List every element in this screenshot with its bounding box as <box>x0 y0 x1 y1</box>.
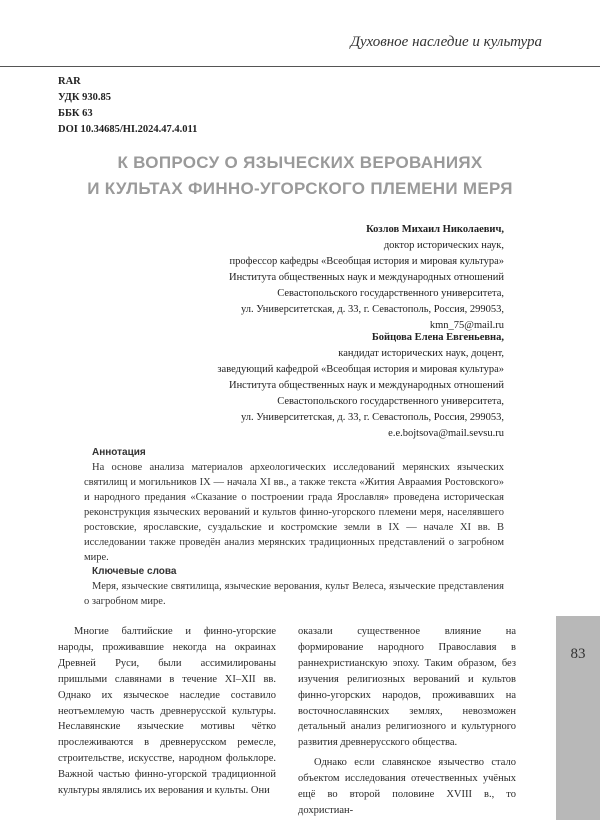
article-title <box>58 150 542 202</box>
author-email: kmn_75@mail.ru <box>429 320 504 331</box>
author-affiliation-line: ул. Университетская, д. 33, г. Севастополь, Россия, 299053, <box>240 304 504 315</box>
header-rule <box>0 66 600 67</box>
doi-code: DOI 10.34685/HI.2024.47.4.011 <box>58 124 198 135</box>
title-line-2: И КУЛЬТАХ ФИННО-УГОРСКОГО ПЛЕМЕНИ МЕРЯ <box>87 179 513 198</box>
body-paragraph: оказали существенное влияние на формирование народного Православия в раннехристианскую эпоху. Таким образом, без изучения религиозных верований и культов финно-угорских народов, проживавших на восточнославянских землях, невозможен детальный анализ религиозного и культурного развития древнерусского общества. <box>298 626 516 749</box>
rar-code: RAR <box>58 76 81 87</box>
author-affiliation-line: кандидат исторических наук, доцент, <box>338 348 504 359</box>
keywords-text: Меря, языческие святилища, языческие верования, культ Велеса, языческие представления о загробном мире. <box>84 581 504 607</box>
author-name: Козлов Михаил Николаевич, <box>366 224 504 235</box>
author-email: e.e.bojtsova@mail.sevsu.ru <box>388 428 504 439</box>
body-column-left <box>58 624 276 799</box>
abstract-section <box>84 446 504 609</box>
author-affiliation-line: ул. Университетская, д. 33, г. Севастополь, Россия, 299053, <box>240 412 504 423</box>
running-head: Духовное наследие и культура <box>350 34 542 50</box>
udk-code: УДК 930.85 <box>58 92 111 103</box>
author-affiliation-line: Севастопольского государственного университета, <box>277 288 504 299</box>
bbk-code: ББК 63 <box>58 108 93 119</box>
page-number: 83 <box>570 646 586 662</box>
author-affiliation-line: заведующий кафедрой «Всеобщая история и мировая культура» <box>217 364 504 375</box>
author-affiliation-line: Севастопольского государственного университета, <box>277 396 504 407</box>
author-affiliation-line: Института общественных наук и международных отношений <box>228 380 504 391</box>
body-paragraph: Многие балтийские и финно-угорские народы, проживавшие некогда на окраинах Древней Руси, были ассимилированы пришлыми славянами в течение XI–XII вв. Однако их языческое наследие составило неотъемлемую часть древнерусской культуры. Неславянские языческие мотивы чётко прослеживаются в древнерусском ремесле, строительстве, искусстве, народном фольклоре. Важной частью финно-угорской традиционной культуры являлись их верования и культы. Они <box>58 626 276 797</box>
title-line-1: К ВОПРОСУ О ЯЗЫЧЕСКИХ ВЕРОВАНИЯХ <box>117 153 483 172</box>
abstract-text: На основе анализа материалов археологических исследований мерянских языческих святилищ и могильников IX — начала XI вв., а также текста «Жития Авраамия Ростовского» и народного предания «Сказание о построении града Ярославля» проведена историческая реконструкция языческих верований и культов финно-угорского племени меря, населявшего ростовские, ярославские, суздальские и костромские земли в IX — начале XI вв. В исследовании также проведён анализ мерянских традиционных представлений о загробном мире. <box>84 462 504 563</box>
body-column-right <box>298 624 516 819</box>
author-affiliation-line: доктор исторических наук, <box>383 240 504 251</box>
author-block-2 <box>217 330 504 442</box>
author-name: Бойцова Елена Евгеньевна, <box>371 332 504 343</box>
author-affiliation-line: Института общественных наук и международных отношений <box>228 272 504 283</box>
author-affiliation-line: профессор кафедры «Всеобщая история и мировая культура» <box>229 256 504 267</box>
abstract-heading: Аннотация <box>92 447 146 458</box>
author-block-1 <box>229 222 504 334</box>
keywords-heading: Ключевые слова <box>92 566 177 577</box>
bibliographic-codes <box>58 74 197 138</box>
body-paragraph: Однако если славянское язычество стало объектом исследования отечественных учёных ещё во второй половине XVIII в., то дохристиан- <box>298 757 516 816</box>
